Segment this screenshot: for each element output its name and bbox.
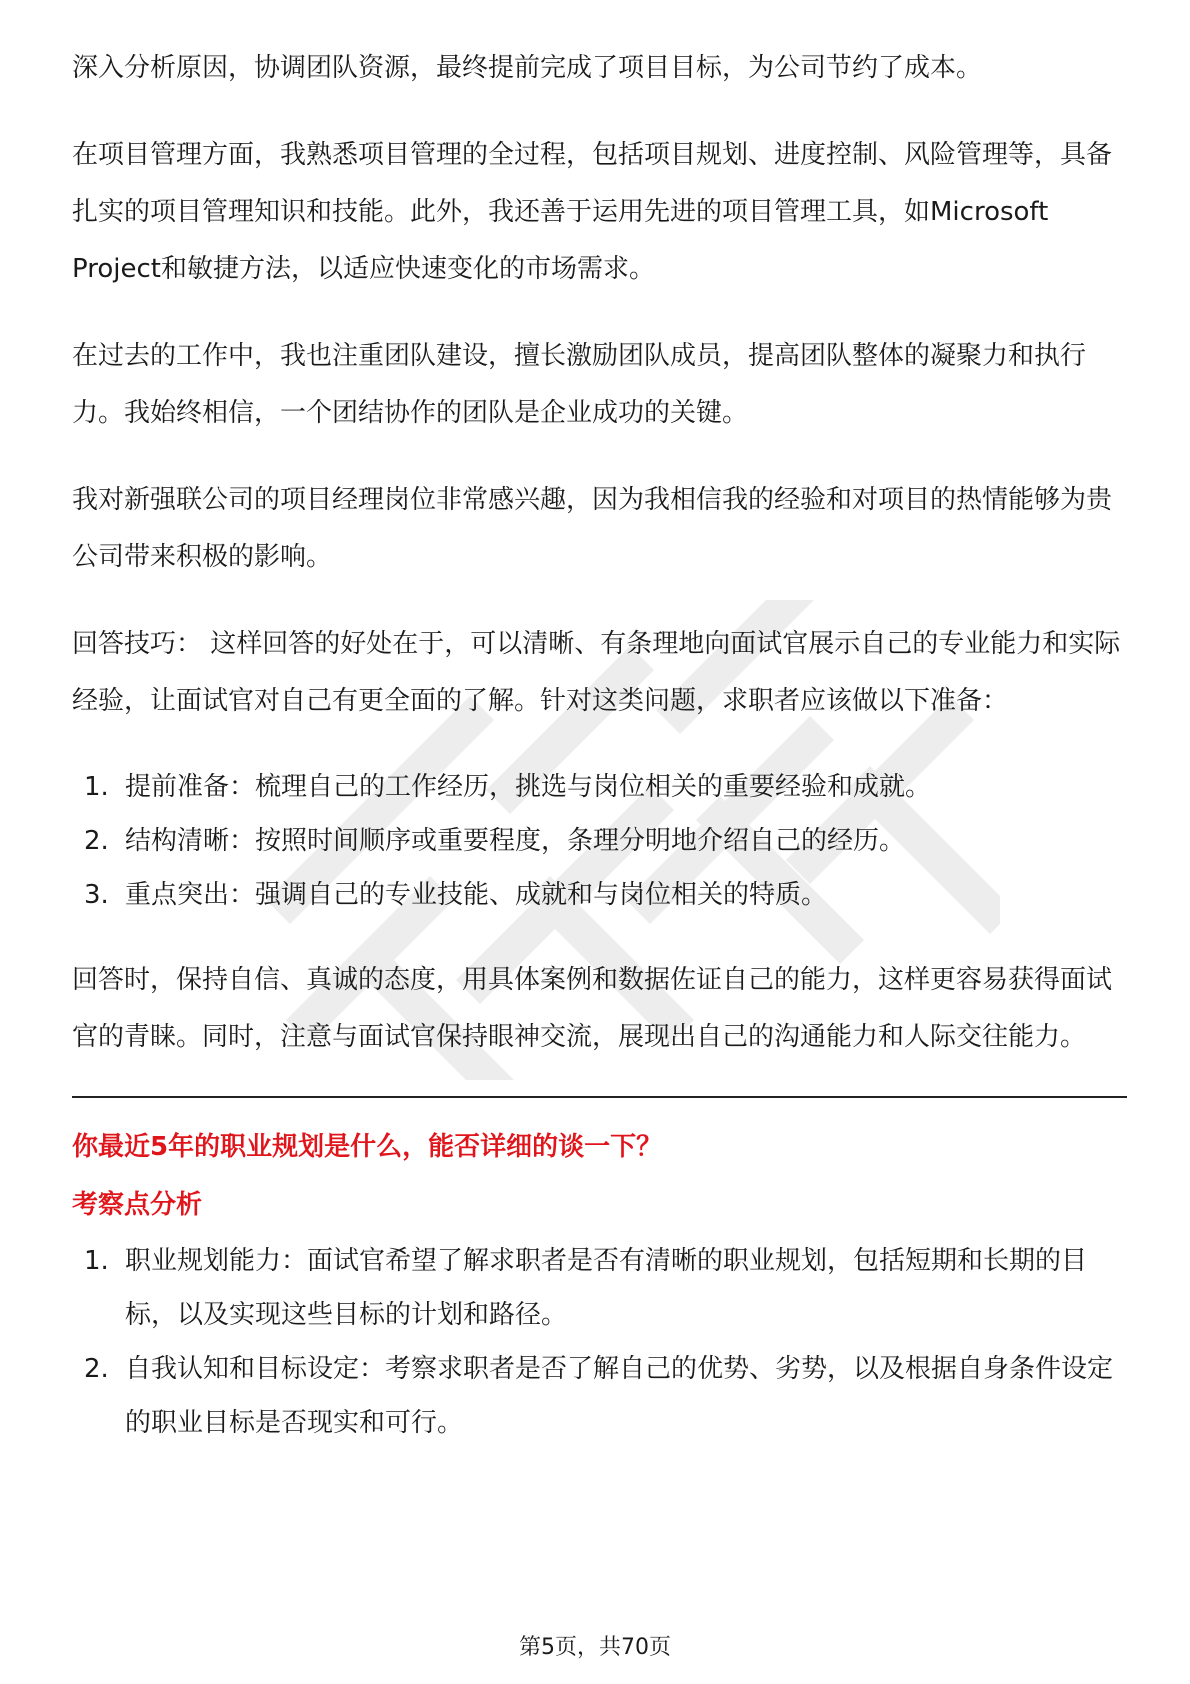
section-divider [72, 1096, 1127, 1098]
paragraph-2: 在项目管理方面，我熟悉项目管理的全过程，包括项目规划、进度控制、风险管理等，具备扎实的项目管理知识和技能。此外，我还善于运用先进的项目管理工具，如Microsoft Project和敏捷方法，以适应快速变化的市场需求。 [72, 140, 1113, 284]
closing-paragraph: 回答时，保持自信、真诚的态度，用具体案例和数据佐证自己的能力，这样更容易获得面试官的青睐。同时，注意与面试官保持眼神交流，展现出自己的沟通能力和人际交往能力。 [72, 965, 1113, 1052]
question-heading: 你最近5年的职业规划是什么，能否详细的谈一下？ [72, 1132, 663, 1162]
paragraph-3: 在过去的工作中，我也注重团队建设，擅长激励团队成员，提高团队整体的凝聚力和执行力。我始终相信，一个团结协作的团队是企业成功的关键。 [72, 341, 1087, 428]
tips-list [72, 760, 1127, 922]
document-body [72, 40, 1127, 1480]
answer-tips-paragraph: 回答技巧： 这样回答的好处在于，可以清晰、有条理地向面试官展示自己的专业能力和实际经验，让面试官对自己有更全面的了解。针对这类问题，求职者应该做以下准备： [72, 629, 1121, 716]
list-item: 3. 重点突出：强调自己的专业技能、成就和与岗位相关的特质。 [84, 880, 828, 910]
paragraph-4: 我对新强联公司的项目经理岗位非常感兴趣，因为我相信我的经验和对项目的热情能够为贵公司带来积极的影响。 [72, 485, 1113, 572]
paragraph-1: 深入分析原因，协调团队资源，最终提前完成了项目目标，为公司节约了成本。 [72, 53, 983, 83]
page-footer: 第5页，共70页 [519, 1635, 671, 1660]
list-item: 2. 自我认知和目标设定：考察求职者是否了解自己的优势、劣势，以及根据自身条件设定的职业目标是否现实和可行。 [84, 1354, 1114, 1438]
analysis-heading: 考察点分析 [72, 1190, 203, 1220]
analysis-list [72, 1234, 1127, 1450]
list-item: 1. 提前准备：梳理自己的工作经历，挑选与岗位相关的重要经验和成就。 [84, 772, 932, 802]
list-item: 2. 结构清晰：按照时间顺序或重要程度，条理分明地介绍自己的经历。 [84, 826, 906, 856]
list-item: 1. 职业规划能力：面试官希望了解求职者是否有清晰的职业规划，包括短期和长期的目标，以及实现这些目标的计划和路径。 [84, 1246, 1088, 1330]
